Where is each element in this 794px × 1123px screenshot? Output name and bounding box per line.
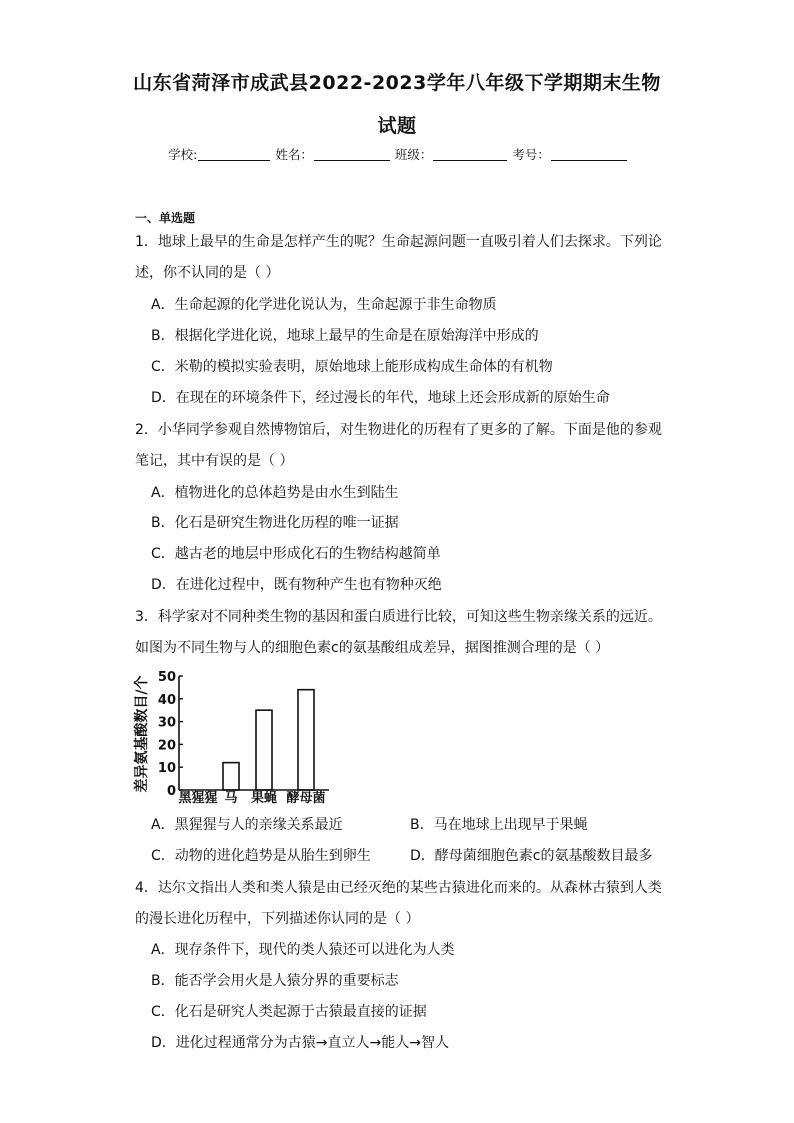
q1-stem-line1: 1．地球上最早的生命是怎样产生的呢？生命起源问题一直吸引着人们去探求。下列论 [135, 234, 662, 250]
q4-stem-line2: 的漫长进化历程中，下列描述你认同的是（ ） [135, 911, 420, 927]
q3-stem-line2: 如图为不同生物与人的细胞色素c的氨基酸组成差异，据图推测合理的是（ ） [135, 640, 610, 656]
amino-acid-difference-bar-chart [130, 666, 335, 806]
q2-stem-line1: 2．小华同学参观自然博物馆后，对生物进化的历程有了更多的了解。下面是他的参观 [135, 422, 662, 438]
q1-stem-line2: 述，你不认同的是（ ） [135, 265, 280, 281]
number-blank[interactable] [551, 146, 627, 161]
y-tick-label: 0 [166, 784, 176, 799]
q1-option-b[interactable]: B．根据化学进化说，地球上最早的生命是在原始海洋中形成的 [151, 328, 539, 344]
x-category-label: 果蝇 [250, 791, 278, 806]
q1-option-a[interactable]: A．生命起源的化学进化说认为，生命起源于非生命物质 [151, 297, 497, 313]
x-category-label: 黑猩猩 [178, 791, 218, 806]
page-title-line1: 山东省菏泽市成武县2022-2023学年八年级下学期期末生物 [133, 72, 661, 94]
q2-option-a[interactable]: A．植物进化的总体趋势是由水生到陆生 [151, 485, 399, 501]
q3-option-c[interactable]: C．动物的进化趋势是从胎生到卵生 [151, 848, 371, 864]
q4-option-d[interactable]: D．进化过程通常分为古猿→直立人→能人→智人 [151, 1035, 449, 1051]
q2-stem-line2: 笔记，其中有误的是（ ） [135, 453, 294, 469]
student-info-row [0, 145, 794, 163]
y-tick-label: 30 [157, 715, 176, 731]
q1-option-c[interactable]: C．米勒的模拟实验表明，原始地球上能形成构成生命体的有机物 [151, 359, 553, 375]
school-label: 学校: [168, 147, 198, 162]
y-axis-label: 差异氨基酸数目/个 [134, 675, 150, 793]
y-tick-label: 40 [157, 692, 176, 708]
x-category-label: 马 [224, 791, 238, 806]
y-tick-label: 20 [157, 738, 176, 754]
bar-1 [223, 763, 239, 790]
q3-option-d[interactable]: D．酵母菌细胞色素c的氨基酸数目最多 [410, 848, 653, 864]
q3-option-b[interactable]: B．马在地球上出现早于果蝇 [410, 817, 588, 833]
y-tick-label: 10 [157, 761, 176, 777]
school-blank[interactable] [198, 146, 270, 161]
q4-option-b[interactable]: B．能否学会用火是人猿分界的重要标志 [151, 973, 399, 989]
class-blank[interactable] [433, 146, 507, 161]
q3-option-a[interactable]: A．黑猩猩与人的亲缘关系最近 [151, 817, 343, 833]
q4-option-c[interactable]: C．化石是研究人类起源于古猿最直接的证据 [151, 1004, 427, 1020]
q4-option-a[interactable]: A．现存条件下，现代的类人猿还可以进化为人类 [151, 942, 455, 958]
q2-option-c[interactable]: C．越古老的地层中形成化石的生物结构越简单 [151, 546, 441, 562]
class-label: 班级： [394, 147, 433, 162]
bar-3 [298, 690, 314, 790]
x-category-label: 酵母菌 [286, 791, 326, 806]
q2-option-b[interactable]: B．化石是研究生物进化历程的唯一证据 [151, 515, 399, 531]
page-title-line2: 试题 [377, 115, 417, 137]
bar-2 [256, 710, 272, 790]
section-heading: 一、单选题 [135, 211, 196, 225]
number-label: 考号： [512, 147, 550, 162]
name-blank[interactable] [314, 146, 390, 161]
q2-option-d[interactable]: D．在进化过程中，既有物种产生也有物种灭绝 [151, 577, 442, 593]
q1-option-d[interactable]: D．在现在的环境条件下，经过漫长的年代，地球上还会形成新的原始生命 [151, 390, 610, 406]
q3-stem-line1: 3．科学家对不同种类生物的基因和蛋白质进行比较，可知这些生物亲缘关系的远近。 [135, 609, 662, 625]
q4-stem-line1: 4．达尔文指出人类和类人猿是由已经灭绝的某些古猿进化而来的。从森林古猿到人类 [135, 880, 662, 896]
name-label: 姓名： [275, 147, 313, 162]
y-tick-label: 50 [157, 670, 176, 685]
